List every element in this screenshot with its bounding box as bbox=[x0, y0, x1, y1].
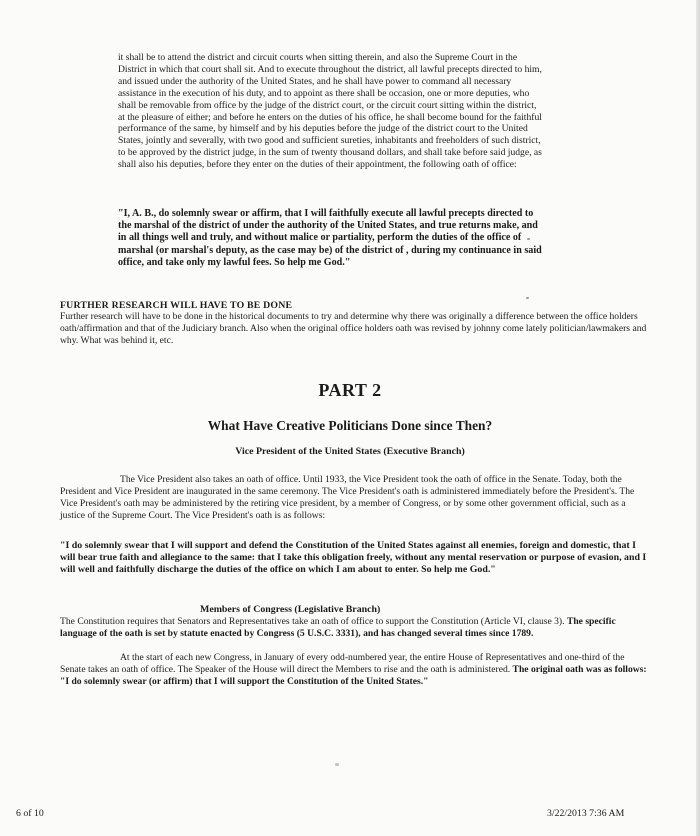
further-research-heading: FURTHER RESEARCH WILL HAVE TO BE DONE bbox=[60, 300, 293, 311]
scan-speck bbox=[526, 297, 529, 299]
congress-heading: Members of Congress (Legislative Branch) bbox=[200, 604, 381, 615]
congress-paragraph-1 bbox=[60, 616, 650, 640]
marshal-oath-text: "I, A. B., do solemnly swear or affirm, that I will faithfully execute all lawful precepts directed to the marshal of the district of under the authority of the United States, and true returns make, and in all things well and truly, and without malice or partiality, perform the duties of the office of marshal (or marshal's deputy, as the case may be) of the district of , during my continuance in said office, and take only my lawful fees. So help me God." bbox=[118, 208, 542, 268]
part-subtitle: What Have Creative Politicians Done since Then? bbox=[207, 418, 493, 433]
scan-speck bbox=[527, 238, 530, 240]
vice-president-paragraph: The Vice President also takes an oath of office. Until 1933, the Vice President took the oath of office in the Senate. Today, both the President and Vice President are inaugurated in the same ceremony. The Vice President's oath is administered immediately before the President's. The Vice President's oath may be administered by the retiring vice president, by a member of Congress, or by some other government official, such as a justice of the Supreme Court. The Vice President's oath is as follows: bbox=[60, 474, 635, 521]
part-title: PART 2 bbox=[318, 380, 382, 400]
congress-paragraph-2-bold: The original oath was as follows: "I do solemnly swear (or affirm) that I will support the Constitution of the United States." bbox=[60, 663, 647, 687]
marshal-duties-paragraph: it shall be to attend the district and circuit courts when sitting therein, and also the Supreme Court in the District in which that court shall sit. And to execute throughout the district, all lawful precepts directed to him, and issued under the authority of the United States, and he shall have power to command all necessary assistance in the execution of his duty, and to appoint as there shall be occasion, one or more deputies, who shall be removable from office by the judge of the district court, or the circuit court sitting within the district, at the pleasure of either; and before he enters on the duties of his office, he shall become bound for the faithful performance of the same, by himself and by his deputies before the judge of the district court to the United States, jointly and severally, with two good and sufficient sureties, inhabitants and freeholders of such district, to be approved by the district judge, in the sum of twenty thousand dollars, and shall take before said judge, as shall also his deputies, before they enter on the duties of their appointment, the following oath of office: bbox=[118, 52, 542, 171]
congress-paragraph-2 bbox=[60, 652, 650, 688]
footer-datetime: 3/22/2013 7:36 AM bbox=[547, 808, 625, 819]
further-research-paragraph: Further research will have to be done in the historical documents to try and determine why there was originally a difference between the office holders oath/affirmation and that of the Judiciary branch. Also when the original office holders oath was revised by johnny come lately politician/lawmakers and why. What was behind it, etc. bbox=[60, 311, 647, 346]
vice-president-heading: Vice President of the United States (Executive Branch) bbox=[235, 446, 465, 457]
congress-paragraph-2-plain: At the start of each new Congress, in January of every odd-numbered year, the entire House of Representatives and one-third of the Senate takes an oath of office. The Speaker of the House will direct the Members to rise and the oath is administered. bbox=[60, 652, 625, 675]
congress-paragraph-1-plain: The Constitution requires that Senators and Representatives take an oath of office to support the Constitution (Article VI, clause 3). bbox=[60, 616, 567, 627]
vice-president-oath-text: "I do solemnly swear that I will support and defend the Constitution of the United States against all enemies, foreign and domestic, that I will bear true faith and allegiance to the same: that I take this obligation freely, without any mental reservation or purpose of evasion, and I will well and faithfully discharge the duties of the office on which I am about to enter. So help me God." bbox=[60, 540, 647, 575]
footer-page-number: 6 of 10 bbox=[16, 808, 44, 819]
congress-paragraph-1-bold: The specific language of the oath is set by statute enacted by Congress (5 U.S.C. 3331), and has changed several times since 1789. bbox=[60, 616, 616, 639]
scan-speck bbox=[335, 763, 339, 766]
